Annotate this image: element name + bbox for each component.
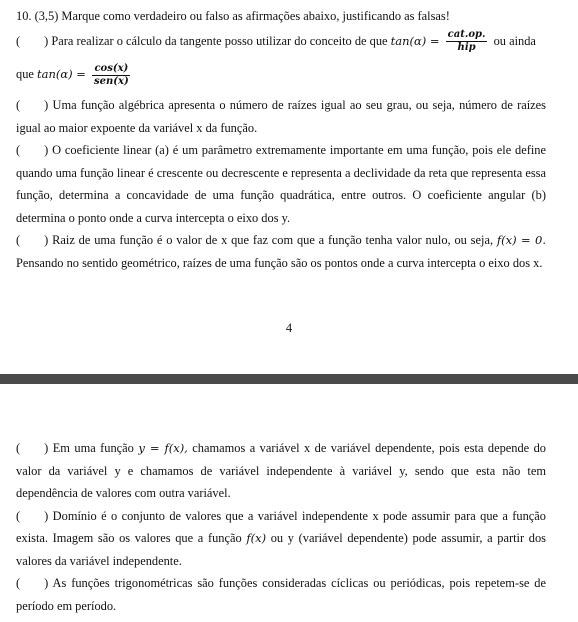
fraction-catop-hip: $\frac{\text{cat.op.}}{\text{hip}}$ (447, 29, 486, 54)
statement-linear-coefficient: ( ) O coeficiente linear (a) é um parâmetro extremamente importante em uma função, pois ele define quando uma função linear é crescente ou decrescente e representa a declividade da reta que representa essa função, determina a concavidade de uma função quadrática, entre outros. O coeficiente angular (b) determina o ponto onde a curva intercepta o eixo dos y. (16, 143, 546, 225)
page-number: 4 (285, 321, 293, 335)
question-header: 10. (3,5) Marque como verdadeiro ou falso as afirmações abaixo, justificando as falsas! (16, 9, 450, 23)
statement-dependent-variable: ( ) Em uma função y = f(x), chamamos a variável x de variável dependente, pois esta depende do valor da variável y e chamamos de variável independente à variável y, sendo que esta não tem dependência de valores com outra variável. (16, 441, 546, 500)
math-tan-2: tan(α) = (37, 67, 86, 82)
fraction-cos-sen: $\frac{\cos(x)}{\text{sen(x)}}$ (94, 62, 129, 87)
math-y-fx: y = f(x), (138, 441, 188, 455)
math-fx-zero: f(x) = 0. (496, 233, 546, 248)
page-separator (0, 374, 578, 384)
statement-function-root: ( ) Raiz de uma função é o valor de x que faz com que a função tenha valor nulo, ou seja, f(x) = 0. Pensando no sentido geométrico, raízes de uma função são os pontos onde a curva intercepta o eixo dos x. (16, 233, 546, 270)
question-block (16, 5, 546, 274)
statement-domain-image: ( ) Domínio é o conjunto de valores que a variável independente x pode assumir para que a função exista. Imagem são os valores que a função f(x) ou y (variável dependente) pode assumir, a partir dos valores da variável independente. (16, 508, 546, 568)
statement-trigonometric: ( ) As funções trigonométricas são funções consideradas cíclicas ou periódicas, pois repetem-se de período em período. (16, 576, 547, 613)
math-fx: f(x) (246, 531, 267, 545)
statement-algebraic-roots: ( ) Uma função algébrica apresenta o número de raízes igual ao seu grau, ou seja, número de raízes igual ao maior expoente da variável x da função. (16, 98, 546, 135)
statement-tangent: ( ) Para realizar o cálculo da tangente posso utilizar do conceito de que tan(α) = $\frac{\text{cat.op.}}{\text{hip}}$ ou ainda (16, 29, 536, 54)
math-tan: tan(α) = (390, 33, 440, 48)
question-block-continued (16, 437, 546, 617)
statement-tangent-cont: que tan(α) = $\frac{\cos(x)}{\text{sen(x)}}$ (16, 62, 129, 87)
